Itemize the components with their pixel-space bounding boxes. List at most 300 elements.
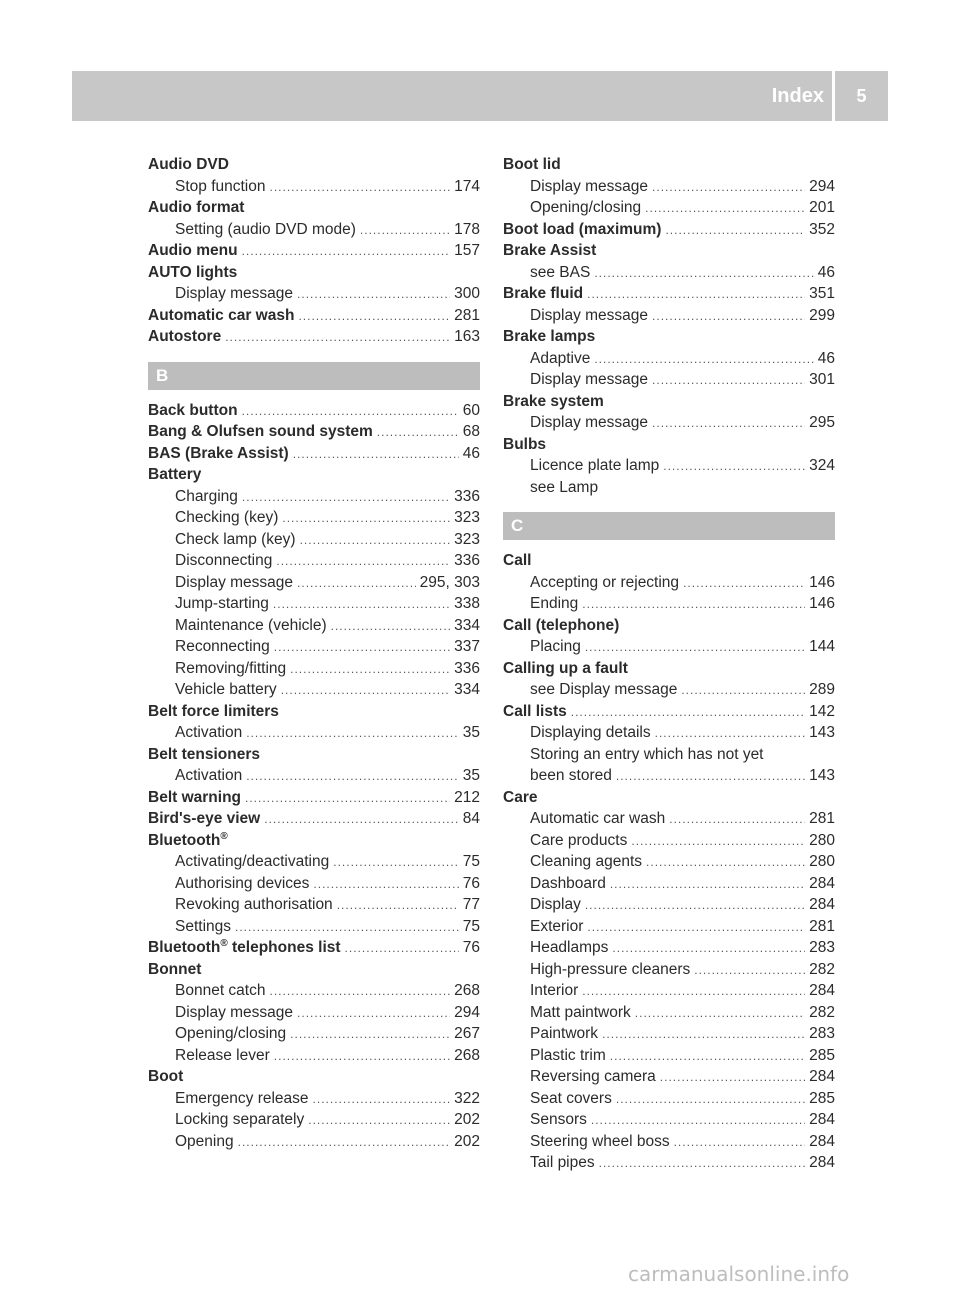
entry-term (175, 507, 278, 529)
entry-term (148, 240, 238, 262)
index-entry (503, 1152, 835, 1174)
dot-leader (591, 1110, 805, 1132)
index-entry (503, 615, 835, 637)
index-group-b-continued (503, 154, 835, 498)
entry-term-text: Charging (175, 487, 238, 505)
index-entry (148, 1045, 480, 1067)
dot-leader (276, 551, 450, 573)
entry-term-text: Audio format (148, 199, 245, 216)
entry-term-text: Display message (530, 414, 649, 431)
entry-term (175, 1109, 304, 1131)
entry-term (530, 722, 651, 744)
dot-leader (242, 401, 459, 423)
entry-term-text: Care (503, 788, 538, 806)
entry-term (175, 176, 265, 198)
entry-term (175, 550, 272, 572)
dot-leader (331, 616, 450, 638)
index-entry (503, 1109, 835, 1131)
entry-term-text: Release lever (175, 1046, 270, 1064)
dot-leader (264, 809, 459, 831)
index-entry (503, 808, 835, 830)
entry-term-text: Authorising devices (175, 874, 310, 892)
entry-term (175, 529, 296, 551)
index-entry (148, 1109, 480, 1131)
page-reference: 268 (454, 1046, 480, 1064)
index-entry (503, 391, 835, 413)
index-entry (148, 507, 480, 529)
entry-term (530, 873, 606, 895)
index-entry (148, 959, 480, 981)
index-group-a (148, 154, 480, 348)
index-entry (503, 1023, 835, 1045)
entry-term (530, 369, 648, 391)
index-entry (503, 744, 835, 766)
index-entry (503, 1045, 835, 1067)
dot-leader (297, 1003, 450, 1025)
index-entry (148, 787, 480, 809)
entry-term (503, 658, 628, 680)
entry-term (175, 1045, 270, 1067)
dot-leader (298, 306, 450, 328)
entry-term-text: Reversing camera (530, 1068, 656, 1085)
index-entry (503, 283, 835, 305)
entry-term-text: Emergency release (175, 1089, 309, 1107)
dot-leader (281, 680, 450, 702)
dot-leader (663, 456, 805, 478)
index-entry (503, 959, 835, 981)
index-entry (503, 1088, 835, 1110)
entry-term (503, 615, 619, 637)
index-entry (148, 701, 480, 723)
dot-leader (646, 852, 805, 874)
entry-term (530, 916, 583, 938)
dot-leader (652, 177, 805, 199)
page-reference: 322 (454, 1089, 480, 1107)
entry-term (175, 765, 242, 787)
dot-leader (585, 895, 805, 917)
dot-leader (377, 422, 459, 444)
page-reference: 76 (462, 939, 480, 956)
index-entry (148, 1088, 480, 1110)
entry-term-text: Brake fluid (503, 285, 584, 302)
page-reference: 35 (462, 724, 480, 741)
index-entry (148, 219, 480, 241)
index-entry (148, 830, 480, 852)
entry-term-text: Disconnecting (175, 552, 273, 569)
dot-leader (635, 1003, 805, 1025)
dot-leader (313, 874, 458, 896)
entry-term-text: Settings (175, 917, 232, 935)
entry-term (175, 615, 327, 637)
entry-term-text: Activation (175, 724, 243, 741)
entry-term-text: BAS (Brake Assist) (148, 444, 289, 462)
entry-term-text: Display message (530, 306, 649, 324)
entry-term (148, 443, 289, 465)
entry-term (175, 679, 277, 701)
entry-term-text: Storing an entry which has not yet (530, 745, 764, 763)
entry-term-text: Battery (148, 466, 202, 483)
dot-leader (269, 177, 450, 199)
entry-term (148, 959, 201, 981)
entry-term-text: Boot lid (503, 156, 561, 173)
entry-term (503, 326, 595, 348)
page-reference: 337 (454, 638, 480, 655)
entry-term-text: Bluetooth (148, 939, 221, 956)
page-reference: 143 (809, 724, 835, 741)
entry-term-text: Call (503, 552, 532, 569)
entry-term-text: Opening/closing (530, 199, 642, 216)
index-entry (503, 722, 835, 744)
entry-term-text: Checking (key) (175, 509, 279, 526)
page-reference: 295, 303 (419, 573, 480, 591)
index-entry (503, 154, 835, 176)
page-reference: 336 (454, 552, 480, 569)
index-entry (503, 1066, 835, 1088)
index-entry (148, 808, 480, 830)
entry-term-text: Vehicle battery (175, 681, 277, 698)
footer-watermark: carmanualsonline.info (628, 1262, 850, 1286)
page-reference: 281 (454, 306, 480, 324)
index-entry (503, 348, 835, 370)
entry-term-text: Tail pipes (530, 1154, 595, 1171)
entry-term (503, 701, 567, 723)
page-reference: 46 (817, 263, 835, 281)
entry-term (530, 262, 590, 284)
index-entry (503, 873, 835, 895)
dot-leader (225, 327, 450, 349)
page-reference: 284 (809, 1132, 835, 1150)
page-reference: 338 (454, 595, 480, 612)
page-reference: 202 (454, 1111, 480, 1128)
page-reference: 301 (809, 371, 835, 388)
entry-term-text: Sensors (530, 1111, 587, 1128)
entry-term-text: AUTO lights (148, 263, 238, 281)
index-entry (148, 873, 480, 895)
dot-leader (274, 1046, 450, 1068)
entry-term-text: Bonnet (148, 960, 202, 978)
entry-term (503, 154, 561, 176)
page-reference: 324 (809, 457, 835, 474)
entry-term-text: Displaying details (530, 724, 651, 741)
entry-term-text: Cleaning agents (530, 853, 643, 870)
entry-term (175, 894, 333, 916)
index-entry (503, 1002, 835, 1024)
entry-term (503, 283, 583, 305)
entry-term-text: Accepting or rejecting (530, 573, 680, 591)
dot-leader (308, 1110, 450, 1132)
dot-leader (269, 981, 450, 1003)
index-entry (148, 615, 480, 637)
entry-term (530, 176, 648, 198)
dot-leader (242, 241, 451, 263)
entry-term-text: Adaptive (530, 349, 591, 367)
dot-leader (246, 723, 459, 745)
dot-leader (652, 306, 805, 328)
entry-term-text: High-pressure cleaners (530, 960, 691, 978)
entry-term-text: Locking separately (175, 1111, 305, 1128)
index-entry (503, 455, 835, 477)
entry-term-text: Setting (audio DVD mode) (175, 220, 356, 238)
dot-leader (587, 917, 805, 939)
entry-term-text: Brake system (503, 392, 604, 410)
page-reference: 202 (454, 1132, 480, 1150)
page-reference: 285 (809, 1046, 835, 1064)
index-entry (503, 679, 835, 701)
registered-mark: ® (220, 830, 228, 842)
index-entry (503, 326, 835, 348)
index-entry (503, 765, 835, 787)
entry-term-text: Display message (175, 285, 294, 302)
entry-term (175, 1088, 309, 1110)
page-reference: 212 (454, 788, 480, 806)
index-entry (148, 980, 480, 1002)
entry-term-text: Opening (175, 1132, 234, 1150)
page-reference: 280 (809, 853, 835, 870)
index-entry (148, 305, 480, 327)
entry-term-text: Reconnecting (175, 638, 270, 655)
entry-term (530, 572, 679, 594)
entry-term (503, 219, 661, 241)
entry-term-text: Belt tensioners (148, 745, 260, 763)
index-entry (148, 464, 480, 486)
dot-leader (655, 723, 806, 745)
entry-term-text: Bird's-eye view (148, 810, 261, 827)
index-entry (148, 572, 480, 594)
entry-term-text: Boot load (maximum) (503, 220, 662, 238)
page-reference: 60 (462, 401, 480, 419)
index-column-left (148, 154, 480, 1152)
entry-term (148, 744, 260, 766)
index-entry (503, 851, 835, 873)
entry-term-text: Call (telephone) (503, 616, 620, 634)
page-reference: 146 (809, 595, 835, 612)
entry-term (148, 400, 238, 422)
index-entry (148, 744, 480, 766)
entry-term (148, 937, 341, 959)
entry-term-text: Ending (530, 595, 579, 612)
index-entry (503, 701, 835, 723)
index-entry (148, 851, 480, 873)
index-entry (148, 722, 480, 744)
entry-term-text: Opening/closing (175, 1025, 287, 1042)
dot-leader (594, 263, 813, 285)
dot-leader (612, 938, 805, 960)
entry-term (148, 326, 221, 348)
entry-term-text: Brake Assist (503, 242, 597, 259)
entry-term-text: Autostore (148, 328, 222, 345)
index-entry (148, 916, 480, 938)
page-reference: 178 (454, 220, 480, 238)
index-entry (503, 369, 835, 391)
page-reference: 282 (809, 1003, 835, 1021)
entry-term-text: Check lamp (key) (175, 530, 296, 548)
dot-leader (333, 852, 459, 874)
dot-leader (293, 444, 459, 466)
index-entry (148, 1066, 480, 1088)
dot-leader (594, 349, 813, 371)
entry-term-text: Display message (530, 371, 649, 388)
entry-term-text: Dashboard (530, 874, 606, 892)
index-entry (148, 679, 480, 701)
page-reference: 84 (462, 810, 480, 827)
index-entry (503, 937, 835, 959)
index-entry (148, 765, 480, 787)
entry-term-text: Audio DVD (148, 156, 229, 173)
entry-term (530, 1066, 656, 1088)
entry-term-text: see Display message (530, 681, 678, 698)
dot-leader (582, 594, 805, 616)
page-reference: 174 (454, 177, 480, 195)
entry-term-text: see BAS (530, 263, 591, 281)
entry-term-text: Bang & Olufsen sound system (148, 423, 373, 440)
entry-term (503, 434, 546, 456)
page-reference: 46 (462, 444, 480, 462)
dot-leader (652, 413, 805, 435)
page-reference: 143 (809, 767, 835, 784)
page-reference: 281 (809, 810, 835, 827)
page-reference: 336 (454, 487, 480, 505)
index-entry (503, 240, 835, 262)
entry-term (175, 1131, 234, 1153)
entry-term-text: Bluetooth (148, 831, 221, 849)
entry-term-text: Removing/fitting (175, 659, 287, 677)
entry-term-text: Display message (175, 1003, 294, 1021)
dot-leader (360, 220, 450, 242)
page-reference: 336 (454, 659, 480, 677)
index-entry (148, 593, 480, 615)
entry-term (530, 980, 578, 1002)
entry-term (530, 894, 581, 916)
entry-term-text: Display message (175, 573, 294, 591)
index-group-c (503, 550, 835, 1174)
entry-term-text: Placing (530, 638, 581, 655)
page-reference: 284 (809, 1111, 835, 1128)
page-reference: 280 (809, 831, 835, 849)
entry-term (175, 658, 286, 680)
dot-leader (599, 1153, 806, 1175)
entry-term-text: Call lists (503, 702, 567, 720)
index-entry (148, 894, 480, 916)
index-entry (503, 305, 835, 327)
dot-leader (290, 659, 450, 681)
entry-term (530, 1002, 631, 1024)
entry-term (530, 1109, 587, 1131)
entry-term (148, 1066, 183, 1088)
entry-term-text: Calling up a fault (503, 659, 628, 677)
entry-term (530, 808, 665, 830)
page-reference: 68 (462, 423, 480, 440)
dot-leader (274, 637, 450, 659)
entry-term-text: Stop function (175, 177, 266, 195)
entry-term-text: Revoking authorisation (175, 896, 333, 913)
entry-term (175, 219, 356, 241)
page-reference: 142 (809, 702, 835, 720)
page-reference: 284 (809, 896, 835, 913)
entry-term-text: Interior (530, 982, 579, 999)
entry-term-text: Automatic car wash (148, 306, 295, 324)
entry-term (148, 262, 237, 284)
index-entry (148, 176, 480, 198)
entry-term (503, 787, 537, 809)
index-entry (148, 1131, 480, 1153)
index-entry (148, 1023, 480, 1045)
entry-term (148, 197, 244, 219)
index-entry (503, 176, 835, 198)
index-entry (148, 550, 480, 572)
index-entry (148, 486, 480, 508)
page-reference: 76 (462, 874, 480, 892)
index-entry (148, 529, 480, 551)
index-entry (503, 412, 835, 434)
index-entry (148, 443, 480, 465)
dot-leader (235, 917, 459, 939)
entry-term (530, 1088, 612, 1110)
dot-leader (652, 370, 805, 392)
page-reference: 157 (454, 242, 480, 259)
page-reference: 267 (454, 1025, 480, 1042)
entry-term (530, 412, 648, 434)
entry-term-text: Matt paintwork (530, 1003, 631, 1021)
entry-term-text: Activation (175, 767, 243, 784)
dot-leader (610, 874, 805, 896)
entry-term (175, 916, 231, 938)
dot-leader (683, 573, 805, 595)
dot-leader (246, 766, 459, 788)
dot-leader (660, 1067, 805, 1089)
entry-term-text: Back button (148, 401, 238, 419)
dot-leader (238, 1132, 451, 1154)
index-entry (503, 477, 835, 499)
dot-leader (282, 508, 450, 530)
entry-term (530, 1152, 595, 1174)
entry-term (530, 593, 578, 615)
page-reference: 323 (454, 530, 480, 548)
entry-term (148, 830, 228, 852)
entry-term (530, 305, 648, 327)
entry-term (530, 1023, 598, 1045)
page-reference: 75 (462, 917, 480, 935)
index-entry (503, 593, 835, 615)
entry-term (530, 959, 690, 981)
entry-term-text: Steering wheel boss (530, 1132, 670, 1150)
entry-term-text: Jump-starting (175, 595, 269, 612)
dot-leader (645, 198, 805, 220)
entry-term (148, 787, 241, 809)
dot-leader (585, 637, 805, 659)
page-number: 5 (856, 86, 867, 106)
page-reference: 294 (454, 1003, 480, 1021)
index-entry (503, 658, 835, 680)
entry-term-text: see Lamp (530, 478, 599, 496)
entry-term (530, 851, 642, 873)
dot-leader (610, 1046, 805, 1068)
entry-term (175, 873, 309, 895)
entry-term (148, 701, 279, 723)
entry-term-text: Maintenance (vehicle) (175, 616, 327, 634)
index-entry (148, 197, 480, 219)
page-reference: 284 (809, 1154, 835, 1171)
page-reference: 352 (809, 220, 835, 238)
entry-term (503, 550, 531, 572)
entry-term-text: Display message (530, 177, 649, 195)
entry-term (175, 980, 265, 1002)
registered-mark: ® (220, 937, 228, 949)
page-reference: 284 (809, 1068, 835, 1085)
entry-term-text: Plastic trim (530, 1046, 606, 1064)
page-reference: 268 (454, 982, 480, 999)
dot-leader (297, 284, 450, 306)
dot-leader (242, 487, 450, 509)
